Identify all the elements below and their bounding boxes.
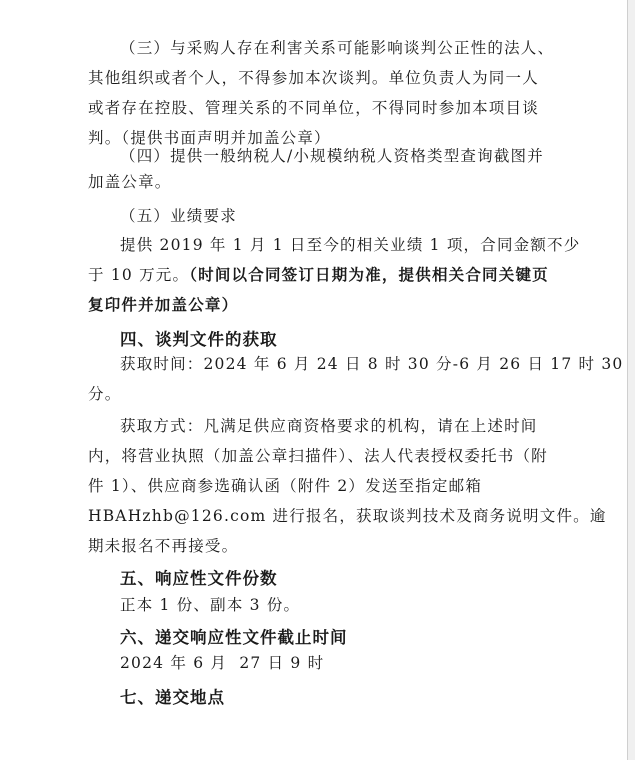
text-line: 获取方式：凡满足供应商资格要求的机构，请在上述时间 [120,417,538,435]
text-line: 件 1）、供应商参选确认函（附件 2）发送至指定邮箱 [88,477,483,495]
text-line: （三）与采购人存在利害关系可能影响谈判公正性的法人、 [120,39,555,57]
text-line: 提供 2019 年 1 月 1 日至今的相关业绩 1 项，合同金额不少 [120,236,581,254]
text-line: 于 10 万元。（时间以合同签订日期为准，提供相关合同关键页 [88,265,549,284]
item5-paragraph [88,230,581,320]
copies-paragraph: 正本 1 份、副本 3 份。 [120,596,301,614]
text-line: 判。（提供书面声明并加盖公章） [88,129,331,147]
item5-heading: （五）业绩要求 [120,207,237,225]
obtain-method-paragraph [88,411,607,561]
deadline-paragraph: 2024 年 6 月 27 日 9 时 [120,654,325,672]
section-4-title: 四、谈判文件的获取 [120,330,278,349]
section-7-title: 七、递交地点 [120,688,225,707]
section-6-title: 六、递交响应性文件截止时间 [120,628,348,647]
text-line: 分。 [88,385,122,403]
text-line: 加盖公章。 [88,173,172,191]
scrollbar[interactable] [628,0,635,760]
bold-note: （时间以合同签订日期为准，提供相关合同关键页 [189,265,549,284]
item3-paragraph [88,33,558,153]
obtain-time-paragraph [88,349,624,409]
section-5-title: 五、响应性文件份数 [120,569,278,588]
text-line: 其他组织或者个人，不得参加本次谈判。单位负责人为同一人 [88,69,539,87]
text-line: 复印件并加盖公章） [88,295,239,314]
text-line: HBAHzhb@126.com 进行报名，获取谈判技术及商务说明文件。逾 [88,507,607,525]
text-line: 或者存在控股、管理关系的不同单位，不得同时参加本项目谈 [88,99,539,117]
text-line: 内，将营业执照（加盖公章扫描件）、法人代表授权委托书（附 [88,447,548,465]
text-line: 获取时间：2024 年 6 月 24 日 8 时 30 分-6 月 26 日 17 时 30 [120,355,624,373]
text-line: （四）提供一般纳税人/小规模纳税人资格类型查询截图并 [120,147,544,165]
text-line: 期未报名不再接受。 [88,537,239,555]
item4-paragraph [88,143,558,195]
